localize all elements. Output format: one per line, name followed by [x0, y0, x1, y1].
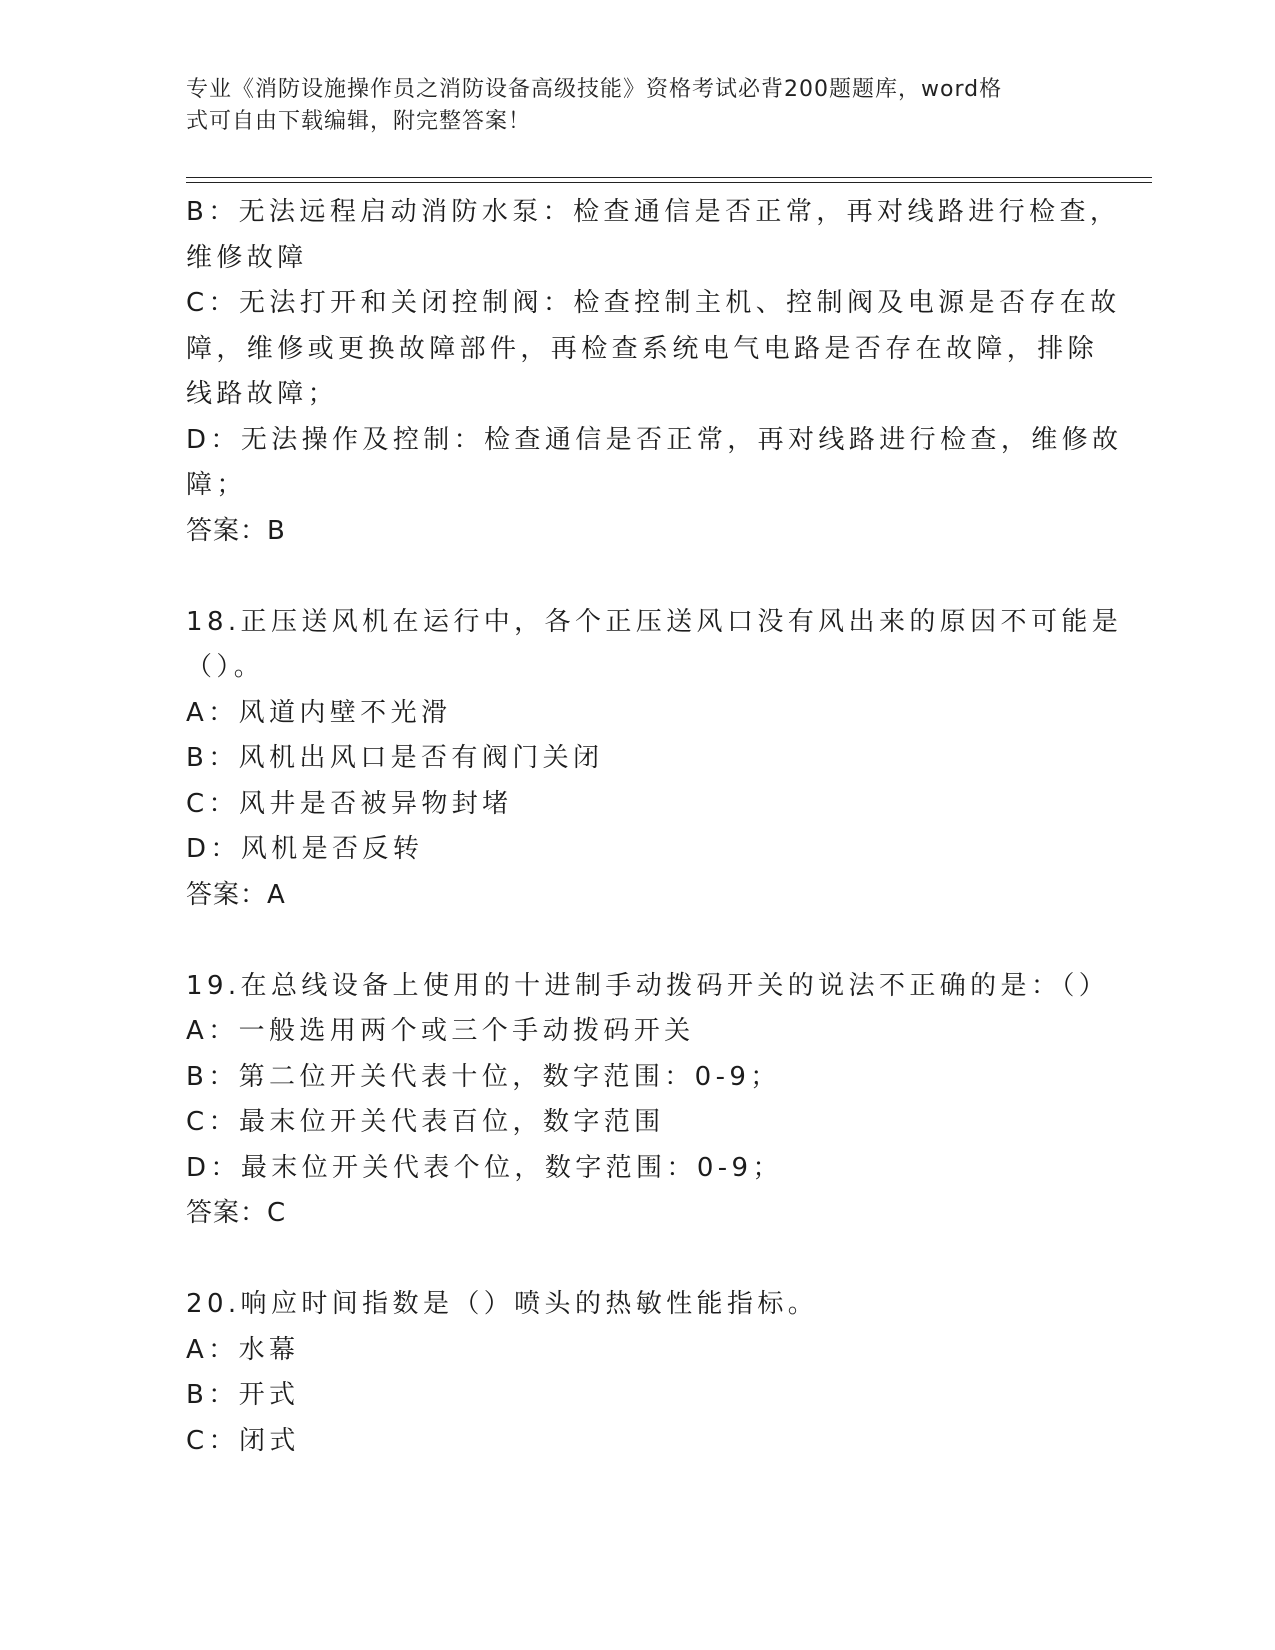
document-header [186, 74, 1066, 138]
question-stem: 19.在总线设备上使用的十进制手动拨码开关的说法不正确的是：（） [186, 970, 1110, 1001]
question-19 [186, 964, 1110, 1237]
header-line-2: 式可自由下载编辑，附完整答案！ [186, 109, 532, 134]
question-stem: 20.响应时间指数是（）喷头的热敏性能指标。 [186, 1289, 819, 1319]
spacer [186, 918, 1086, 964]
question-stem-line-2: （）。 [186, 652, 265, 682]
option-c-line-3: 线路故障； [186, 379, 339, 409]
question-20 [186, 1282, 1086, 1464]
option-b: B：开式 [186, 1380, 300, 1410]
option-b-line-1: B：无法远程启动消防水泵：检查通信是否正常，再对线路进行检查， [186, 197, 1121, 227]
question-18 [186, 600, 1123, 919]
header-line-1: 专业《消防设施操作员之消防设备高级技能》资格考试必背200题题库，word格 [186, 77, 1003, 102]
answer-label: 答案：C [186, 1198, 287, 1228]
option-d-line-2: 障； [186, 470, 247, 500]
header-divider-top [186, 177, 1152, 178]
option-b: B：风机出风口是否有阀门关闭 [186, 743, 604, 773]
answer-label: 答案：A [186, 879, 286, 910]
option-a: A：一般选用两个或三个手动拨码开关 [186, 1016, 695, 1046]
option-c: C：闭式 [186, 1425, 300, 1456]
option-c: C：最末位开关代表百位，数字范围 [186, 1107, 665, 1137]
option-c-line-1: C：无法打开和关闭控制阀：检查控制主机、控制阀及电源是否存在故 [186, 288, 1121, 318]
option-b-line-2: 维修故障 [186, 242, 308, 273]
previous-question [186, 190, 1123, 554]
option-c: C：风井是否被异物封堵 [186, 788, 513, 819]
header-divider-bottom [186, 182, 1152, 183]
spacer [186, 1237, 1086, 1283]
option-a: A：风道内壁不光滑 [186, 697, 452, 728]
option-c-line-2: 障，维修或更换故障部件，再检查系统电气电路是否存在故障，排除 [186, 333, 1099, 364]
question-stem-line-1: 18.正压送风机在运行中，各个正压送风口没有风出来的原因不可能是 [186, 606, 1123, 637]
question-body [186, 190, 1123, 1464]
option-d-line-1: D：无法操作及控制：检查通信是否正常，再对线路进行检查，维修故 [186, 424, 1123, 455]
option-b: B：第二位开关代表十位，数字范围：0-9； [186, 1061, 781, 1092]
spacer [186, 554, 1086, 600]
option-d: D：风机是否反转 [186, 834, 424, 864]
answer-label: 答案：B [186, 515, 286, 546]
option-a: A：水幕 [186, 1334, 300, 1365]
option-d: D：最末位开关代表个位，数字范围：0-9； [186, 1152, 783, 1183]
